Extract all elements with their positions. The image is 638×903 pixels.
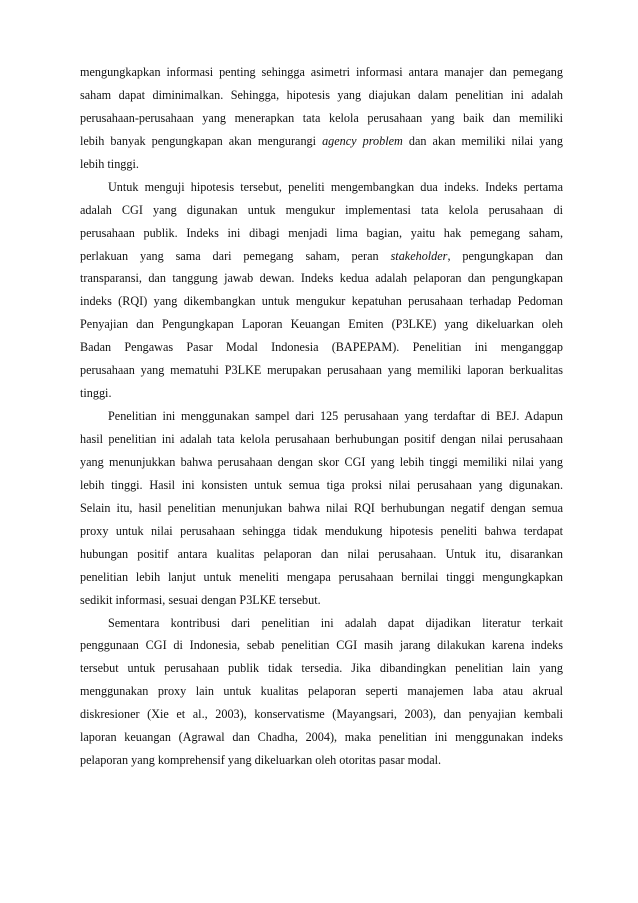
text-segment: dan akan memiliki nilai yang — [402, 133, 563, 148]
text-line: menggunakan proxy lain untuk kualitas pelaporan seperti manajemen laba atau akrual — [80, 684, 563, 699]
text-line: proxy untuk nilai perusahaan sehingga tidak mendukung hipotesis peneliti bahwa terdapat — [80, 523, 563, 538]
text-line: pelaporan yang komprehensif yang dikeluarkan oleh otoritas pasar modal. — [80, 753, 442, 768]
text-line: mengungkapkan informasi penting sehingga asimetri informasi antara manajer dan pemegang — [80, 65, 563, 79]
text-line: indeks (RQI) yang dikembangkan untuk mengukur kepatuhan perusahaan terhadap Pedoman — [80, 294, 563, 309]
text-line: Sementara kontribusi dari penelitian ini adalah dapat dijadikan literatur terkait — [108, 615, 563, 630]
text-line: penelitian lebih lanjut untuk meneliti mengapa perusahaan bernilai tinggi mengungkapkan — [80, 569, 563, 584]
text-line: perusahaan yang mematuhi P3LKE merupakan perusahaan yang memiliki laporan berkualitas — [80, 363, 563, 378]
text-line: perusahaan-perusahaan yang menerapkan tata kelola perusahaan yang baik dan memiliki — [80, 110, 563, 125]
text-line: lebih tinggi. Hasil ini konsisten untuk semua tiga proksi nilai perusahaan yang digunakan. — [80, 477, 563, 492]
text-line: penggunaan CGI di Indonesia, sebab penelitian CGI masih jarang dilakukan karena indeks — [80, 638, 563, 653]
text-line — [80, 130, 563, 153]
text-line: transparansi, dan tanggung jawab dewan. Indeks kedua adalah pelaporan dan pengungkapan — [80, 271, 563, 286]
text-line: tersebut untuk perusahaan publik tidak tersedia. Jika dibandingkan penelitian lain yang — [80, 661, 563, 676]
text-line: sedikit informasi, sesuai dengan P3LKE tersebut. — [80, 592, 321, 607]
text-line: lebih tinggi. — [80, 156, 139, 171]
text-line: saham dapat diminimalkan. Sehingga, hipotesis yang diajukan dalam penelitian ini adalah — [80, 87, 563, 102]
text-line: hasil penelitian ini adalah tata kelola perusahaan berhubungan positif dengan nilai perusahaan — [80, 432, 563, 446]
italic-term: agency problem — [322, 133, 403, 148]
text-line: Selain itu, hasil penelitian menunjukan bahwa nilai RQI berhubungan negatif dengan semua — [80, 500, 563, 515]
text-line: laporan keuangan (Agrawal dan Chadha, 2004), maka penelitian ini menggunakan indeks — [80, 730, 563, 745]
text-line — [80, 245, 563, 268]
italic-term: stakeholder — [390, 248, 448, 263]
text-line: yang menunjukkan bahwa perusahaan dengan skor CGI yang lebih tinggi memiliki nilai yang — [80, 454, 563, 469]
text-segment: lebih banyak pengungkapan akan mengurangi — [80, 133, 323, 148]
text-line: hubungan positif antara kualitas pelaporan dan nilai perusahaan. Untuk itu, disarankan — [80, 546, 563, 561]
text-line: diskresioner (Xie et al., 2003), konservatisme (Mayangsari, 2003), dan penyajian kembali — [80, 707, 563, 722]
text-segment: , pengungkapan dan — [447, 248, 564, 263]
body-text — [80, 61, 563, 772]
text-line: Untuk menguji hipotesis tersebut, peneliti mengembangkan dua indeks. Indeks pertama — [108, 179, 563, 194]
text-line: Penyajian dan Pengungkapan Laporan Keuangan Emiten (P3LKE) yang dikeluarkan oleh — [80, 317, 563, 332]
text-line: Badan Pengawas Pasar Modal Indonesia (BAPEPAM). Penelitian ini menganggap — [80, 340, 563, 355]
text-line: tinggi. — [80, 386, 112, 401]
text-line: adalah CGI yang digunakan untuk mengukur implementasi tata kelola perusahaan di — [80, 202, 563, 217]
text-line: Penelitian ini menggunakan sampel dari 125 perusahaan yang terdaftar di BEJ. Adapun — [108, 409, 563, 424]
text-line: perusahaan publik. Indeks ini dibagi menjadi lima bagian, yaitu hak pemegang saham, — [80, 225, 563, 240]
text-segment: perlakuan yang sama dari pemegang saham, peran — [80, 248, 391, 263]
